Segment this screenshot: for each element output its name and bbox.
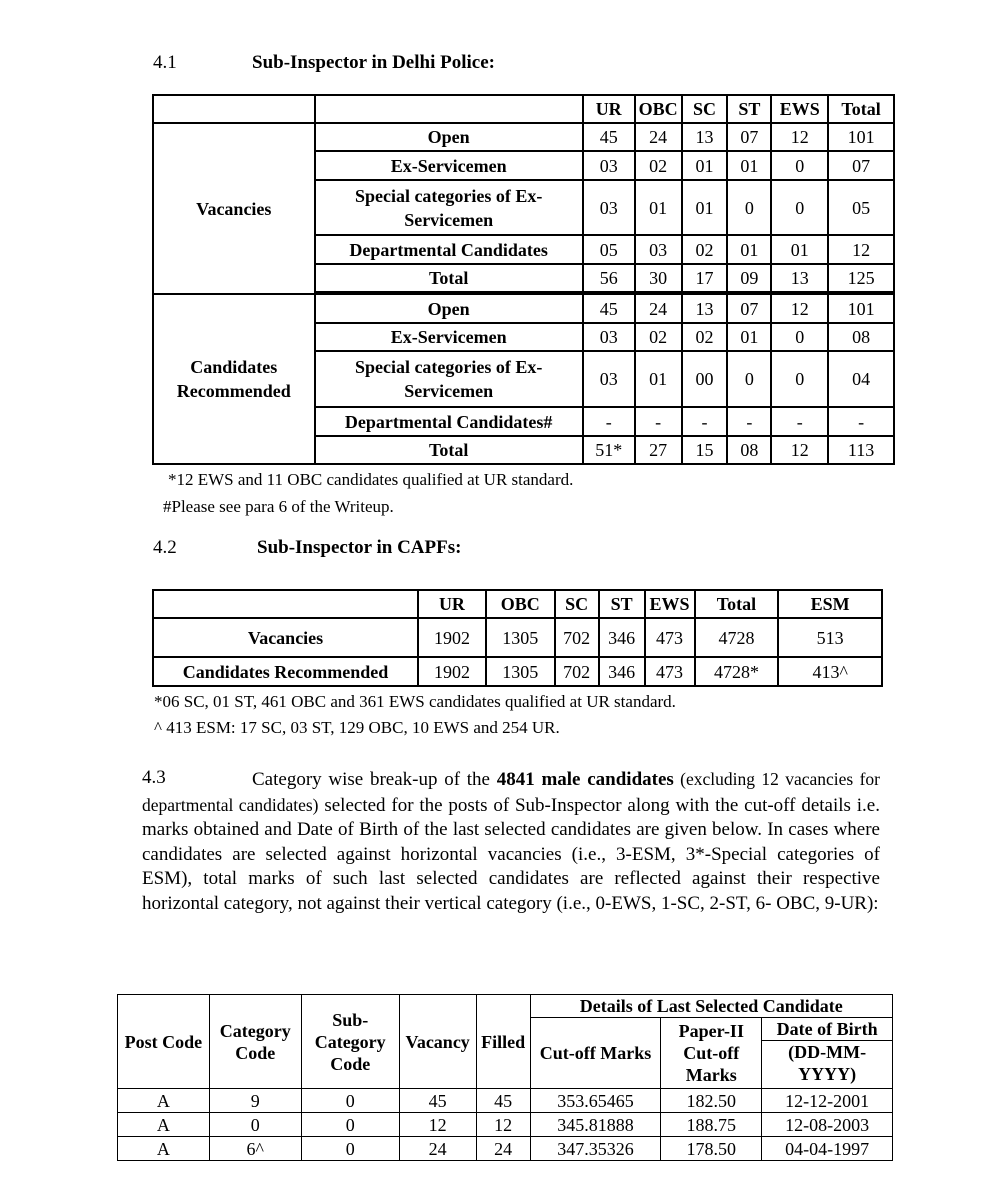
header-line: Cut-off — [683, 1043, 740, 1063]
cell: A — [118, 1113, 210, 1137]
header-sc: SC — [555, 590, 599, 618]
footnote: *06 SC, 01 ST, 461 OBC and 361 EWS candidates qualified at UR standard. — [154, 692, 676, 711]
cell: - — [828, 407, 894, 436]
cell: 24 — [635, 294, 682, 323]
cell: 347.35326 — [530, 1137, 661, 1161]
row-label-line: Special categories of Ex- — [354, 357, 543, 377]
header-line: Category — [219, 1020, 291, 1041]
cell: 473 — [645, 657, 695, 686]
cell: 0 — [209, 1113, 301, 1137]
cell: 1902 — [418, 657, 486, 686]
cell: 346 — [599, 657, 645, 686]
cell: 24 — [476, 1137, 530, 1161]
paragraph-bold-text: 4841 male candidates — [496, 769, 674, 790]
header-esm: ESM — [778, 590, 882, 618]
footnote: ^ 413 ESM: 17 SC, 03 ST, 129 OBC, 10 EWS and 254 UR. — [154, 718, 560, 737]
header-line: Code — [235, 1042, 276, 1063]
section-4-2-title: Sub-Inspector in CAPFs: — [257, 537, 462, 558]
header-ur: UR — [583, 95, 635, 123]
cell: 45 — [583, 123, 635, 151]
cell: - — [771, 407, 828, 436]
header-post-code: Post Code — [118, 995, 210, 1089]
cell: 13 — [682, 294, 728, 323]
cell: 4728 — [695, 618, 779, 657]
cell: 01 — [727, 151, 771, 180]
section-4-2-number: 4.2 — [153, 537, 177, 558]
row-label — [315, 180, 583, 235]
header-ews: EWS — [645, 590, 695, 618]
cell: 13 — [682, 123, 728, 151]
header-obc: OBC — [635, 95, 682, 123]
cell: 05 — [828, 180, 894, 235]
cell: 182.50 — [661, 1089, 762, 1113]
header-st: ST — [599, 590, 645, 618]
cell: 03 — [583, 180, 635, 235]
cell: 0 — [301, 1137, 399, 1161]
cell: 6^ — [209, 1137, 301, 1161]
cell: 01 — [727, 323, 771, 351]
cell: 4728* — [695, 657, 779, 686]
cell: 12 — [399, 1113, 476, 1137]
table-row — [118, 1089, 893, 1113]
cell: 08 — [828, 323, 894, 351]
cell: 188.75 — [661, 1113, 762, 1137]
table-row — [153, 294, 894, 323]
section-4-3-paragraph — [142, 767, 880, 917]
cell: 15 — [682, 436, 728, 464]
paragraph-text: Category wise break-up of the — [252, 769, 497, 790]
cell: 178.50 — [661, 1137, 762, 1161]
header-line: Date of Birth — [776, 1019, 878, 1039]
cell: 24 — [635, 123, 682, 151]
cell: 473 — [645, 618, 695, 657]
row-label — [315, 351, 583, 407]
header-line: Code — [330, 1053, 371, 1074]
header-filled: Filled — [476, 995, 530, 1089]
cell: 0 — [301, 1113, 399, 1137]
row-label-line: Servicemen — [404, 381, 494, 401]
cell: - — [727, 407, 771, 436]
vacancies-label: Vacancies — [153, 123, 315, 294]
cell: 03 — [583, 151, 635, 180]
cell: 12 — [476, 1113, 530, 1137]
header-line: Marks — [685, 1065, 737, 1085]
cell: 1305 — [486, 618, 555, 657]
cell: 03 — [583, 323, 635, 351]
row-label: Total — [315, 264, 583, 292]
table-row — [153, 618, 882, 657]
cell: 08 — [727, 436, 771, 464]
cell: 9 — [209, 1089, 301, 1113]
cell: - — [583, 407, 635, 436]
cell: 02 — [635, 323, 682, 351]
cell: 07 — [727, 123, 771, 151]
table-header-row — [118, 995, 893, 1018]
cell: 12 — [771, 436, 828, 464]
empty-cell — [315, 95, 583, 123]
recommended-label — [153, 294, 315, 464]
cell: 01 — [771, 235, 828, 264]
row-label: Ex-Servicemen — [315, 323, 583, 351]
cell: 02 — [682, 323, 728, 351]
cell: 04-04-1997 — [762, 1137, 893, 1161]
cell: 113 — [828, 436, 894, 464]
cell: 0 — [727, 180, 771, 235]
cell: - — [635, 407, 682, 436]
cell: 17 — [682, 264, 728, 292]
cell: 12-12-2001 — [762, 1089, 893, 1113]
header-cutoff-marks: Cut-off Marks — [530, 1018, 661, 1089]
header-paper-2-cutoff — [661, 1018, 762, 1089]
recommended-label-line: Candidates — [190, 357, 278, 377]
cell: 03 — [583, 351, 635, 407]
cell: 45 — [476, 1089, 530, 1113]
header-ews: EWS — [771, 95, 828, 123]
row-label-line: Special categories of Ex- — [354, 185, 543, 206]
header-line: (DD-MM- — [788, 1042, 867, 1062]
cell: 27 — [635, 436, 682, 464]
cell: 04 — [828, 351, 894, 407]
cell: 0 — [771, 180, 828, 235]
row-label: Open — [315, 294, 583, 323]
cell: 00 — [682, 351, 728, 407]
header-date-of-birth — [762, 1018, 893, 1089]
empty-cell — [153, 590, 418, 618]
section-4-1-title: Sub-Inspector in Delhi Police: — [252, 52, 495, 73]
cell: A — [118, 1137, 210, 1161]
header-ur: UR — [418, 590, 486, 618]
section-4-1-number: 4.1 — [153, 52, 177, 73]
cell: 56 — [583, 264, 635, 292]
row-label: Departmental Candidates# — [315, 407, 583, 436]
paragraph-small-text: (excluding 12 vacancies for departmental candidates) — [142, 769, 880, 815]
header-vacancy: Vacancy — [399, 995, 476, 1089]
cell: 413^ — [778, 657, 882, 686]
cell: 12 — [828, 235, 894, 264]
header-category-code — [209, 995, 301, 1089]
cell: 01 — [727, 235, 771, 264]
header-line: Category — [314, 1031, 386, 1052]
footnote: #Please see para 6 of the Writeup. — [163, 497, 394, 516]
row-label: Vacancies — [153, 618, 418, 657]
cell: 12 — [771, 294, 828, 323]
cell: 51* — [583, 436, 635, 464]
header-sc: SC — [682, 95, 728, 123]
row-label: Total — [315, 436, 583, 464]
header-details: Details of Last Selected Candidate — [530, 995, 892, 1018]
cell: 02 — [682, 235, 728, 264]
header-obc: OBC — [486, 590, 555, 618]
cell: 09 — [727, 264, 771, 292]
recommended-label-line: Recommended — [176, 381, 291, 401]
header-total: Total — [695, 590, 779, 618]
cell: 702 — [555, 618, 599, 657]
cell: 01 — [635, 180, 682, 235]
cell: 07 — [828, 151, 894, 180]
header-st: ST — [727, 95, 771, 123]
cell: 03 — [635, 235, 682, 264]
header-line: YYYY) — [798, 1064, 857, 1084]
header-line: Sub- — [332, 1009, 369, 1030]
table-header-row — [153, 95, 894, 123]
table-row — [118, 1137, 893, 1161]
cell: 125 — [828, 264, 894, 292]
cell: 30 — [635, 264, 682, 292]
cell: - — [682, 407, 728, 436]
cell: 12 — [771, 123, 828, 151]
cell: 1902 — [418, 618, 486, 657]
cell: 05 — [583, 235, 635, 264]
cell: 0 — [771, 151, 828, 180]
header-sub-category-code — [301, 995, 399, 1089]
row-label: Candidates Recommended — [153, 657, 418, 686]
capf-table — [152, 589, 883, 687]
header-total: Total — [828, 95, 894, 123]
delhi-police-table — [152, 94, 895, 465]
cell: 1305 — [486, 657, 555, 686]
cell: 24 — [399, 1137, 476, 1161]
cell: 01 — [682, 180, 728, 235]
cutoff-table — [117, 994, 893, 1161]
table-header-row — [153, 590, 882, 618]
cell: 345.81888 — [530, 1113, 661, 1137]
cell: 346 — [599, 618, 645, 657]
section-4-3-number: 4.3 — [142, 767, 166, 788]
cell: 101 — [828, 123, 894, 151]
table-row — [153, 123, 894, 151]
row-label: Departmental Candidates — [315, 235, 583, 264]
cell: 513 — [778, 618, 882, 657]
cell: 02 — [635, 151, 682, 180]
cell: 13 — [771, 264, 828, 292]
cell: 01 — [682, 151, 728, 180]
cell: 45 — [583, 294, 635, 323]
cell: 0 — [771, 323, 828, 351]
paragraph-text: selected for the posts of Sub-Inspector along with the cut-off details i.e. marks obtained and Date of Birth of the last selected candidates are given below. In cases where candidates are selected against horizontal vacancies (i.e., 3-ESM, 3*-Special categories of ESM), total marks of such last selected candidates are reflected against their respective horizontal category, not against their vertical category (i.e., 0-EWS, 1-SC, 2-ST, 6- OBC, 9-UR): — [142, 794, 880, 914]
cell: 101 — [828, 294, 894, 323]
cell: 353.65465 — [530, 1089, 661, 1113]
cell: 45 — [399, 1089, 476, 1113]
cell: 0 — [727, 351, 771, 407]
row-label-line: Servicemen — [404, 209, 494, 230]
cell: 0 — [301, 1089, 399, 1113]
cell: A — [118, 1089, 210, 1113]
header-line: Paper-II — [678, 1021, 744, 1041]
cell: 07 — [727, 294, 771, 323]
table-row — [118, 1113, 893, 1137]
cell: 702 — [555, 657, 599, 686]
cell: 0 — [771, 351, 828, 407]
cell: 01 — [635, 351, 682, 407]
footnote: *12 EWS and 11 OBC candidates qualified at UR standard. — [168, 470, 574, 489]
cell: 12-08-2003 — [762, 1113, 893, 1137]
row-label: Open — [315, 123, 583, 151]
table-row — [153, 657, 882, 686]
empty-cell — [153, 95, 315, 123]
row-label: Ex-Servicemen — [315, 151, 583, 180]
